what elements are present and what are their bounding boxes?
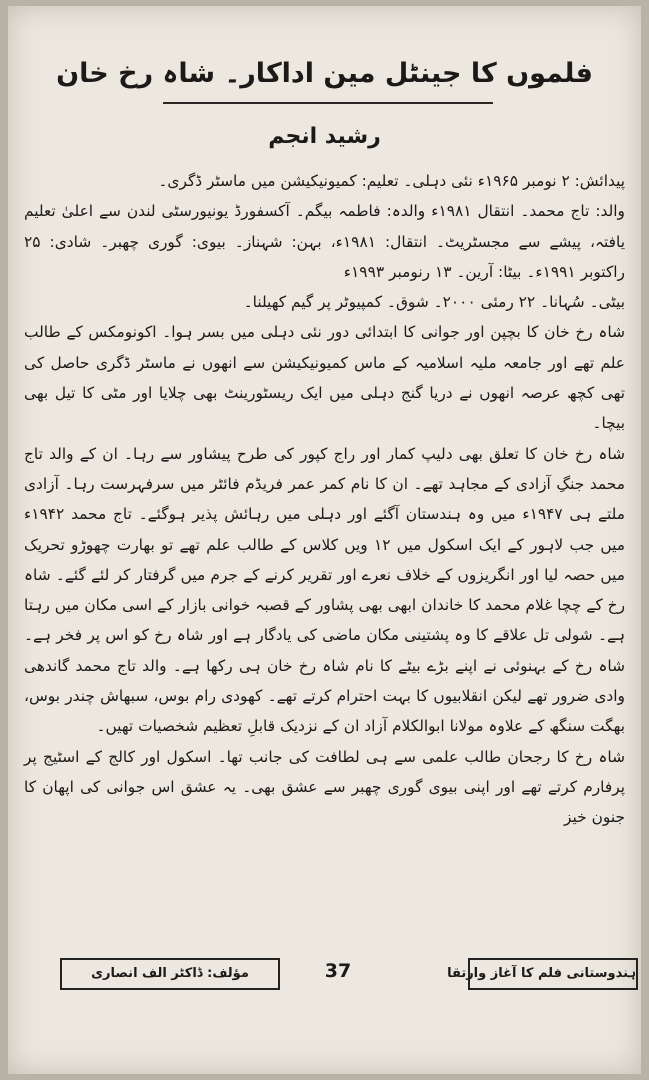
- page-footer: [8, 956, 641, 996]
- paragraph-daughter: بیٹی۔ سُہانا۔ ۲۲ رمئی ۲۰۰۰۔ شوق۔ کمپیوٹر پر گیم کھیلنا۔: [243, 293, 625, 312]
- compiler-box: مؤلف: ڈاکٹر الف انصاری: [60, 958, 280, 990]
- article-body: [24, 166, 625, 833]
- paragraph-inclination: شاہ رخ کا رجحان طالب علمی سے ہی لطافت کی جانب تھا۔ اسکول اور کالج کے اسٹیج پر پرفارم کرتے تھے اور اپنی بیوی گوری چھبر سے عشق بھی۔ یہ عشق اس جوانی کی اپھان کا جنون خیز: [24, 747, 625, 827]
- paragraph-childhood: شاہ رخ خان کا بچپن اور جوانی کا ابتدائی دور نئی دہلی میں بسر ہوا۔ اکونومکس کے طالب علم تھے اور جامعہ ملیہ اسلامیہ کے ماس کمیونیکیشن سے انھوں نے ماسٹر ڈگری حاصل کی تھی کچھ عرصہ انھوں نے دریا گنج دہلی میں ایک ریسٹورینٹ بھی چلایا اور مٹی کا تیل بھی بیچا۔: [24, 323, 625, 433]
- paragraph-family: والد: تاج محمد۔ انتقال ۱۹۸۱ء والدہ: فاطمہ بیگم۔ آکسفورڈ یونیورسٹی لندن سے اعلیٰ تعلیم یافتہ، پیشے سے مجسٹریٹ۔ انتقال: ۱۹۸۱ء، بہن: شہناز۔ بیوی: گوری چھبر۔ شادی: ۲۵ راکتوبر ۱۹۹۱ء۔ بیٹا: آرین۔ ۱۳ رنومبر ۱۹۹۳ء: [24, 202, 626, 281]
- page-number: 37: [324, 960, 352, 982]
- paragraph-birth: پیدائش: ۲ نومبر ۱۹۶۵ء نئی دہلی۔ تعلیم: کمیونیکیشن میں ماسٹر ڈگری۔: [158, 172, 625, 190]
- article-author: رشید انجم: [268, 124, 381, 149]
- page-title: فلموں کا جینٹل مین اداکار۔ شاہ رخ خان: [56, 58, 593, 89]
- title-underline: [163, 102, 493, 104]
- paragraph-lineage: شاہ رخ خان کا تعلق بھی دلیپ کمار اور راج کپور کی طرح پیشاور سے رہا۔ ان کے والد تاج محمد جنگِ آزادی کے مجاہد تھے۔ ان کا نام کمر عمر فریڈم فائٹر میں سرفہرست رہا۔ آزادی ملتے ہی ۱۹۴۷ء میں وہ ہندستان آگئے اور دہلی میں رہائش پذیر ہوگئے۔ تاج محمد ۱۹۴۲ء میں جب لاہور کے ایک اسکول میں ۱۲ ویں کلاس کے طالب علم تھے تو بھارت چھوڑو تحریک میں حصہ لیا اور انگریزوں کے خلاف نعرے اور تقریر کرنے کے جرم میں گرفتار کر لئے گئے۔ شاہ رخ کے چچا غلام محمد کا خاندان ابھی بھی پشاور کے قصبہ خوانی بازار کے اسی مکان میں رہتا ہے۔ شولی تل علاقے کا وہ پشتینی مکان ماضی کی یادگار ہے اور شاہ رخ کو اس پر فخر ہے۔ شاہ رخ کے بہنوئی نے اپنے بڑے بیٹے کا نام شاہ رخ خان ہی رکھا ہے۔ والد تاج محمد گاندھی وادی ضرور تھے لیکن انقلابیوں کا بہت احترام کرتے تھے۔ کھودی رام بوس، سبھاش چندر بوس، بھگت سنگھ کے علاوہ مولانا ابوالکلام آزاد ان کے نزدیک قابلِ تعظیم شخصیات تھیں۔: [24, 444, 625, 736]
- book-page: [8, 6, 641, 1074]
- book-title-box: ہندوستانی فلم کا آغاز وارتقا: [468, 958, 638, 990]
